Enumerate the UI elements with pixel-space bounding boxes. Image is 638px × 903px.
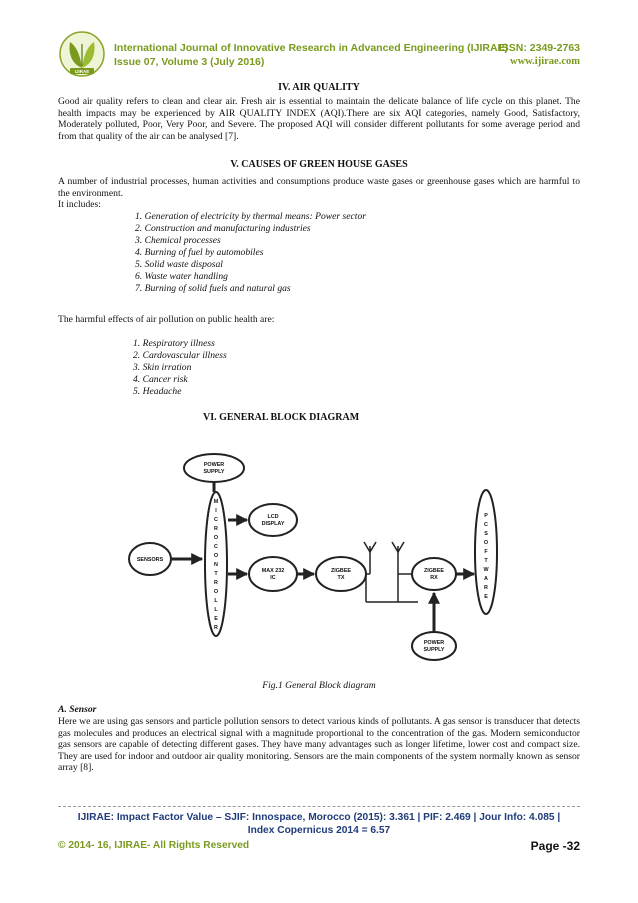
section-iv-heading: IV. AIR QUALITY	[278, 82, 360, 93]
zigbee-tx-label: ZIGBEE	[330, 568, 352, 574]
zigbee-rx-label: ZIGBEE	[423, 568, 445, 574]
svg-text:S: S	[484, 531, 488, 537]
antenna-icon	[364, 542, 418, 602]
section-v-intro: A number of industrial processes, human activities and consumptions produce waste gases or greenhouse gases which are harmful to the environment.	[58, 176, 580, 199]
svg-text:R: R	[214, 526, 218, 532]
zigbee-tx-label: TX	[337, 575, 345, 581]
svg-text:O: O	[213, 589, 219, 595]
svg-text:C: C	[214, 544, 218, 550]
svg-text:L: L	[214, 607, 218, 613]
svg-text:F: F	[484, 549, 488, 555]
power-supply-bottom-label: SUPPLY	[423, 647, 445, 653]
footer-divider	[58, 806, 580, 807]
footer-index-copernicus: Index Copernicus 2014 = 6.57	[247, 825, 391, 836]
list-item: 7. Burning of solid fuels and natural gas	[135, 283, 291, 294]
svg-text:W: W	[483, 567, 489, 573]
copyright: © 2014- 16, IJIRAE- All Rights Reserved	[58, 840, 250, 851]
power-supply-top-label: POWER	[203, 462, 225, 468]
svg-text:O: O	[213, 535, 219, 541]
max232-block	[249, 557, 297, 591]
svg-text:C: C	[484, 522, 488, 528]
svg-text:E: E	[214, 616, 218, 622]
power-supply-bottom-block	[412, 632, 456, 660]
section-vi-heading: VI. GENERAL BLOCK DIAGRAM	[203, 412, 360, 423]
list-item: 1. Respiratory illness	[133, 338, 215, 349]
list-item: 2. Cardovascular illness	[133, 350, 227, 361]
list-item: 6. Waste water handling	[135, 271, 228, 282]
svg-text:M: M	[213, 499, 219, 505]
svg-text:T: T	[214, 571, 218, 577]
journal-title: International Journal of Innovative Research in Advanced Engineering (IJIRAE)	[114, 42, 509, 54]
svg-text:C: C	[214, 517, 218, 523]
svg-text:A: A	[484, 576, 488, 582]
max232-label: IC	[270, 575, 276, 581]
zigbee-rx-label: RX	[430, 575, 438, 581]
figure-caption: Fig.1 General Block diagram	[262, 680, 376, 691]
ijirae-logo-icon	[58, 30, 106, 78]
sensors-label: SENSORS	[136, 557, 164, 563]
list-item: 5. Solid waste disposal	[135, 259, 223, 270]
svg-text:P: P	[484, 513, 488, 519]
svg-text:O: O	[213, 553, 219, 559]
page-header	[58, 30, 580, 80]
issue-info: Issue 07, Volume 3 (July 2016)	[114, 56, 265, 68]
list-item: 1. Generation of electricity by thermal means: Power sector	[135, 211, 366, 222]
section-iv-body: Good air quality refers to clean and clear air. Fresh air is essential to maintain the delicate balance of life cycle on this planet. The health impacts may be experienced by AIR QUALITY INDEX (AQI).There are six AQI categories, namely Good, Satisfactory, Moderately polluted, Poor, Very Poor, and Severe. The proposed AQI will consider different pollutants for some average period and from that quality of the air can be analysed [7].	[58, 96, 580, 142]
list-item: 2. Construction and manufacturing industries	[135, 223, 311, 234]
svg-text:L: L	[214, 598, 218, 604]
power-supply-top-label: SUPPLY	[203, 469, 225, 475]
lcd-display-block	[249, 504, 297, 536]
svg-text:R: R	[214, 580, 218, 586]
list-item: 3. Chemical processes	[135, 235, 221, 246]
causes-list	[135, 211, 366, 295]
section-v-heading: V. CAUSES OF GREEN HOUSE GASES	[230, 159, 408, 170]
page-number: Page -32	[530, 839, 580, 853]
lcd-display-label: LCD	[267, 514, 279, 520]
power-supply-top-block	[184, 454, 244, 482]
list-item: 3. Skin irration	[133, 362, 192, 373]
max232-label: MAX 232	[261, 568, 285, 574]
svg-text:R: R	[484, 585, 488, 591]
includes-label: It includes:	[58, 199, 101, 210]
website-link[interactable]: www.ijirae.com	[510, 56, 580, 67]
effects-list	[133, 338, 227, 398]
effects-intro: The harmful effects of air pollution on public health are:	[58, 314, 275, 325]
svg-text:R: R	[214, 625, 218, 631]
list-item: 4. Burning of fuel by automobiles	[135, 247, 264, 258]
lcd-display-label: DISPLAY	[261, 521, 285, 527]
power-supply-bottom-label: POWER	[423, 640, 445, 646]
svg-text:I: I	[215, 508, 217, 514]
subsection-a-heading: A. Sensor	[58, 704, 97, 715]
svg-text:T: T	[484, 558, 488, 564]
logo-text: IJIRAE	[74, 69, 90, 74]
block-diagram	[128, 442, 528, 668]
issn: ISSN: 2349-2763	[498, 42, 580, 54]
subsection-a-body: Here we are using gas sensors and particle pollution sensors to detect various kinds of pollutants. A gas sensor is transducer that detects gas molecules and produces an electrical signal with a magnitude proportional to the concentration of the gas. Modern semiconductor gas sensors are capable of detecting different gases. They have many advantages such as longer lifetime, lower cost and compact size. They are used for indoor and outdoor air quality monitoring. Sensors are the main components of the system normally known as sensor array [8].	[58, 716, 580, 774]
footer-impact-factor: IJIRAE: Impact Factor Value – SJIF: Innospace, Morocco (2015): 3.361 | PIF: 2.469 | Jour Info: 4.085 |	[77, 812, 561, 823]
svg-text:E: E	[484, 594, 488, 600]
svg-text:O: O	[483, 540, 489, 546]
list-item: 5. Headache	[133, 386, 182, 397]
zigbee-rx-block	[412, 558, 456, 590]
svg-text:N: N	[214, 562, 218, 568]
list-item: 4. Cancer risk	[133, 374, 188, 385]
zigbee-tx-block	[316, 557, 366, 591]
